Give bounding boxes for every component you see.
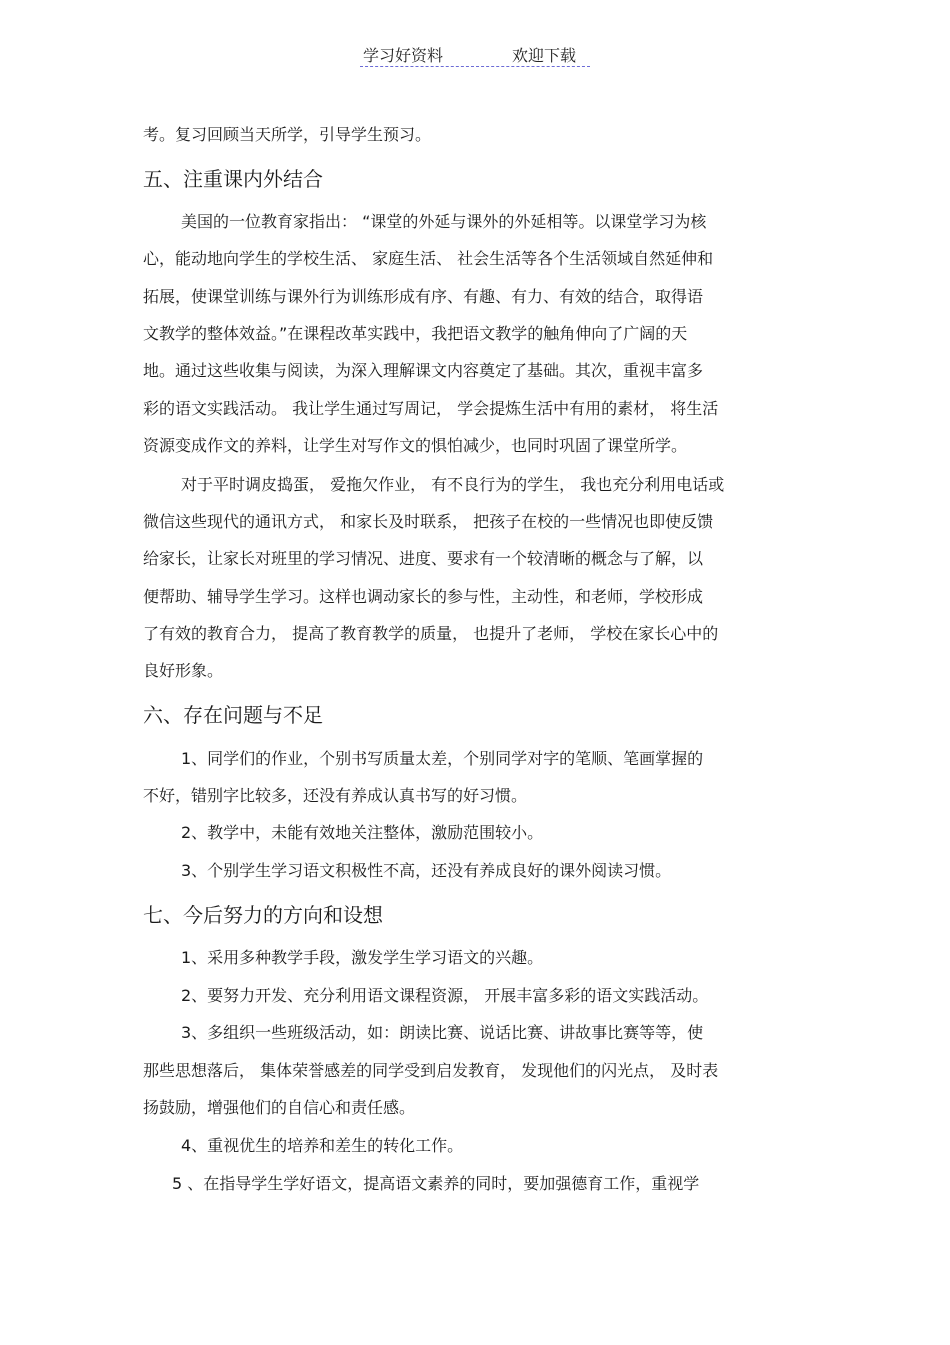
list-item: 1、采用多种教学手段，激发学生学习语文的兴趣。 — [181, 948, 544, 967]
list-item: 3、多组织一些班级活动，如：朗读比赛、说话比赛、讲故事比赛等等，使 — [181, 1023, 704, 1042]
list-item: 3、个别学生学习语文积极性不高，还没有养成良好的课外阅读习惯。 — [181, 861, 672, 880]
section-heading-6: 六、存在问题与不足 — [143, 703, 323, 727]
body-line: 文教学的整体效益。”在课程改革实践中，我把语文教学的触角伸向了广阔的天 — [143, 324, 688, 343]
section-heading-7: 七、今后努力的方向和设想 — [143, 903, 383, 927]
body-line: 便帮助、辅导学生学习。这样也调动家长的参与性，主动性，和老师，学校形成 — [143, 587, 704, 606]
body-line: 那些思想落后， 集体荣誉感差的同学受到启发教育， 发现他们的闪光点， 及时表 — [143, 1061, 719, 1080]
body-line: 心，能动地向学生的学校生活、 家庭生活、 社会生活等各个生活领域自然延伸和 — [143, 249, 714, 268]
page-header — [360, 40, 590, 67]
body-line: 资源变成作文的养料，让学生对写作文的惧怕减少，也同时巩固了课堂所学。 — [143, 436, 688, 455]
body-line: 地。通过这些收集与阅读，为深入理解课文内容奠定了基础。其次，重视丰富多 — [143, 361, 704, 380]
body-line: 美国的一位教育家指出： “课堂的外延与课外的外延相等。以课堂学习为核 — [181, 212, 707, 231]
header-right-text: 欢迎下载 — [512, 46, 577, 65]
body-line: 扬鼓励，增强他们的自信心和责任感。 — [143, 1098, 416, 1117]
list-item: 2、教学中，未能有效地关注整体，激励范围较小。 — [181, 823, 544, 842]
section-heading-5: 五、注重课内外结合 — [143, 167, 323, 191]
body-line: 不好，错别字比较多，还没有养成认真书写的好习惯。 — [143, 786, 528, 805]
list-item: 1、同学们的作业，个别书写质量太差，个别同学对字的笔顺、笔画掌握的 — [181, 749, 704, 768]
body-line: 给家长，让家长对班里的学习情况、进度、要求有一个较清晰的概念与了解，以 — [143, 549, 704, 568]
body-line: 微信这些现代的通讯方式， 和家长及时联系， 把孩子在校的一些情况也即使反馈 — [143, 512, 714, 531]
header-left-text: 学习好资料 — [363, 46, 444, 65]
body-line: 良好形象。 — [143, 661, 224, 680]
list-item: 5 、在指导学生学好语文，提高语文素养的同时，要加强德育工作，重视学 — [172, 1174, 700, 1193]
body-line: 对于平时调皮捣蛋， 爱拖欠作业， 有不良行为的学生， 我也充分利用电话或 — [181, 475, 725, 494]
body-line: 彩的语文实践活动。 我让学生通过写周记， 学会提炼生活中有用的素材， 将生活 — [143, 399, 719, 418]
body-line: 拓展，使课堂训练与课外行为训练形成有序、有趣、有力、有效的结合，取得语 — [143, 287, 704, 306]
body-line: 了有效的教育合力， 提高了教育教学的质量， 也提升了老师， 学校在家长心中的 — [143, 624, 719, 643]
body-line: 考。复习回顾当天所学，引导学生预习。 — [143, 125, 432, 144]
list-item: 4、重视优生的培养和差生的转化工作。 — [181, 1136, 464, 1155]
list-item: 2、要努力开发、充分利用语文课程资源， 开展丰富多彩的语文实践活动。 — [181, 986, 709, 1005]
